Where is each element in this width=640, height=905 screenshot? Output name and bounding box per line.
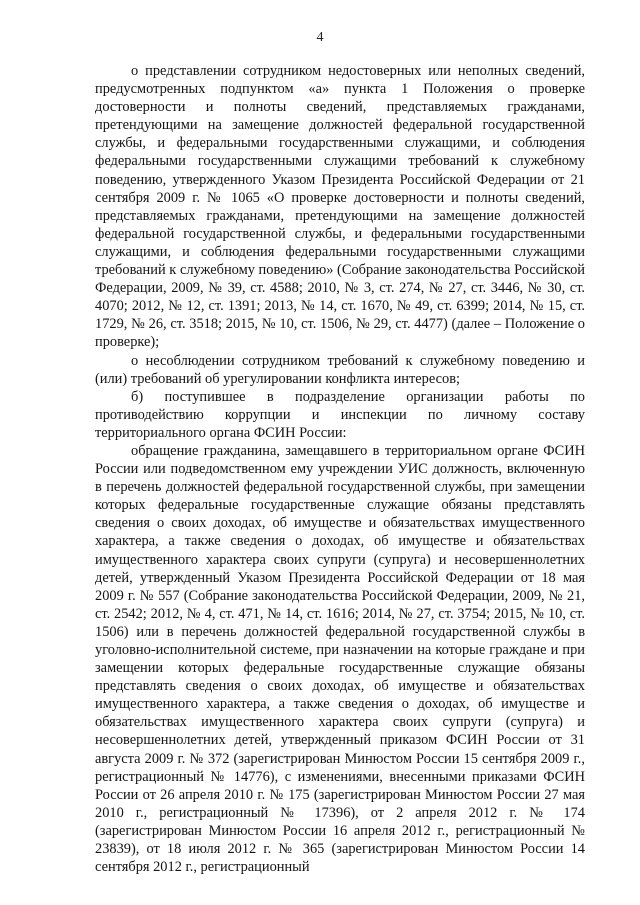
page-number: 4	[316, 30, 324, 45]
document-body	[95, 62, 585, 876]
paragraph-item-b: б) поступившее в подразделение организации работы по противодействию коррупции и инспекции по личному составу территориального органа ФСИН России:	[95, 388, 585, 441]
paragraph-conduct-noncompliance: о несоблюдении сотрудником требований к служебному поведению и (или) требований об урегулировании конфликта интересов;	[95, 352, 585, 387]
paragraph-verification-reference: о представлении сотрудником недостоверных или неполных сведений, предусмотренных подпунктом «а» пункта 1 Положения о проверке достоверности и полноты сведений, представляемых гражданами, претендующими на замещение должностей федеральной государственной службы, и федеральными государственными служащими, и соблюдения федеральными государственными служащими требований к служебному поведению, утвержденного Указом Президента Российской Федерации от 21 сентября 2009 г. № 1065 «О проверке достоверности и полноты сведений, представляемых гражданами, претендующими на замещение должностей федеральной государственной службы, и федеральными государственными служащими, и соблюдения федеральными государственными служащими требований к служебному поведению» (Собрание законодательства Российской Федерации, 2009, № 39, ст. 4588; 2010, № 3, ст. 274, № 27, ст. 3446, № 30, ст. 4070; 2012, № 12, ст. 1391; 2013, № 14, ст. 1670, № 49, ст. 6399; 2014, № 15, ст. 1729, № 26, ст. 3518; 2015, № 10, ст. 1506, № 29, ст. 4477) (далее – Положение о проверке);	[95, 63, 585, 351]
paragraph-citizen-appeal: обращение гражданина, замещавшего в территориальном органе ФСИН России или подведомственном ему учреждении УИС должность, включенную в перечень должностей федеральной государственной службы, при замещении которых федеральные государственные служащие обязаны представлять сведения о своих доходах, об имуществе и обязательствах имущественного характера, а также сведения о доходах, об имуществе и обязательствах имущественного характера своих супруги (супруга) и несовершеннолетних детей, утвержденный Указом Президента Российской Федерации от 18 мая 2009 г. № 557 (Собрание законодательства Российской Федерации, 2009, № 21, ст. 2542; 2012, № 4, ст. 471, № 14, ст. 1616; 2014, № 27, ст. 3754; 2015, № 10, ст. 1506) или в перечень должностей федеральной государственной службы в уголовно-исполнительной системе, при назначении на которые граждане и при замещении которых федеральные государственные служащие обязаны представлять сведения о своих доходах, об имуществе и обязательствах имущественного характера, а также сведения о доходах, об имуществе и обязательствах имущественного характера своих супруги (супруга) и несовершеннолетних детей, утвержденный приказом ФСИН России от 31 августа 2009 г. № 372 (зарегистрирован Минюстом России 15 сентября 2009 г., регистрационный № 14776), с изменениями, внесенными приказами ФСИН России от 26 апреля 2010 г. № 175 (зарегистрирован Минюстом России 27 мая 2010 г., регистрационный № 17396), от 2 апреля 2012 г. № 174 (зарегистрирован Минюстом России 16 апреля 2012 г., регистрационный № 23839), от 18 июля 2012 г. № 365 (зарегистрирован Минюстом России 14 сентября 2012 г., регистрационный	[95, 442, 585, 876]
